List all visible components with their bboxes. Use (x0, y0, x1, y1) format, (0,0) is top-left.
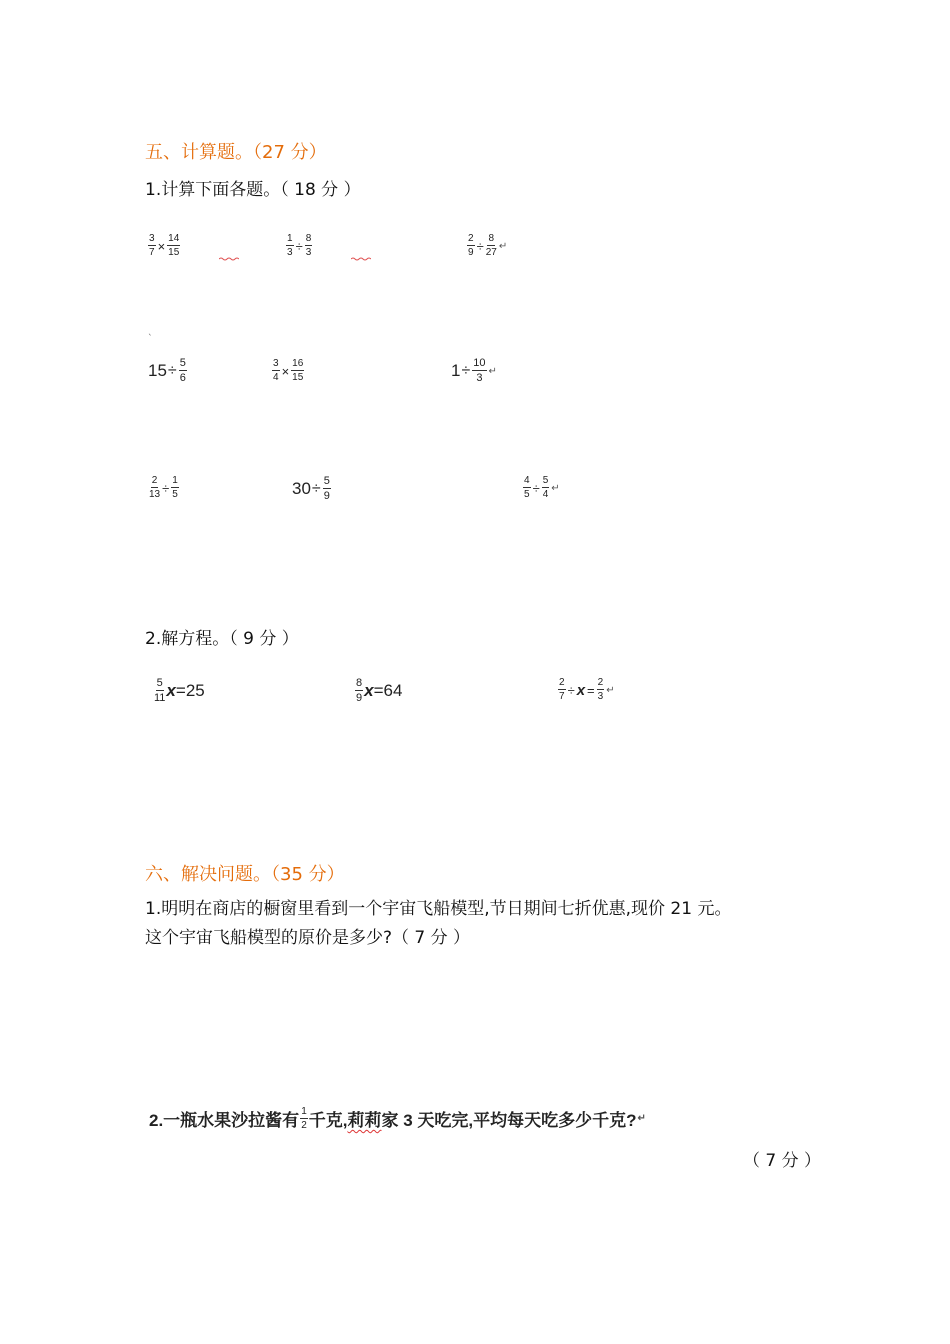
name-lili: 莉莉 (347, 1111, 382, 1130)
calc-item-3: $\frac{2}{9}$ ÷ $\frac{8}{27}$ ↵ (468, 233, 508, 258)
wavy-underline-mark (219, 257, 239, 261)
equation-3: $\frac{2}{7}$ ÷ x = $\frac{2}{3}$ ↵ (559, 677, 615, 702)
problem-1-line-1: 1.明明在商店的橱窗里看到一个宇宙飞船模型,节日期间七折优惠,现价 21 元。 (145, 899, 732, 919)
calc-item-5: $\frac{3}{4}$ × $\frac{16}{15}$ (273, 358, 304, 383)
paragraph-mark-icon: ↵ (488, 365, 497, 377)
problem-2-score: （ 7 分 ） (743, 1151, 822, 1171)
calc-item-9: $\frac{4}{5}$ ÷ $\frac{5}{4}$ ↵ (524, 475, 560, 500)
equation-1: $\frac{5}{11}$ x =25 (154, 677, 205, 704)
section-5-title: 五、计算题。（27 分） (145, 142, 327, 163)
stray-mark-icon: ˋ (148, 334, 153, 344)
paragraph-mark-icon: ↵ (498, 240, 508, 252)
question-2-label: 2.解方程。（ 9 分 ） (145, 629, 299, 649)
calc-item-4: 15 ÷ $\frac{5}{6}$ (148, 357, 186, 384)
calc-item-1: $\frac{3}{7}$ × $\frac{14}{15}$ (149, 233, 180, 258)
calc-item-8: 30 ÷ $\frac{5}{9}$ (292, 475, 330, 502)
wavy-underline-mark (351, 257, 371, 261)
calc-item-2: $\frac{1}{3}$ ÷ $\frac{8}{3}$ (287, 233, 312, 258)
calc-item-7: $\frac{2}{13}$ ÷ $\frac{1}{5}$ (149, 475, 178, 500)
problem-2: 2.一瓶水果沙拉酱有 $\frac{1}{2}$ 千克, 莉莉 家 3 天吃完,平均每天吃多少千克? ↵ (149, 1105, 646, 1131)
question-1-label: 1.计算下面各题。（ 18 分 ） (145, 180, 361, 200)
problem-1-line-2: 这个宇宙飞船模型的原价是多少?（ 7 分 ） (145, 928, 471, 948)
paragraph-mark-icon: ↵ (606, 684, 615, 696)
section-6-title: 六、解决问题。（35 分） (145, 864, 345, 885)
paragraph-mark-icon: ↵ (637, 1113, 646, 1124)
equation-2: $\frac{8}{9}$ x =64 (356, 677, 403, 704)
calc-item-6: 1 ÷ $\frac{10}{3}$ ↵ (451, 357, 497, 384)
problem-1 (145, 895, 825, 953)
paragraph-mark-icon: ↵ (551, 482, 560, 494)
